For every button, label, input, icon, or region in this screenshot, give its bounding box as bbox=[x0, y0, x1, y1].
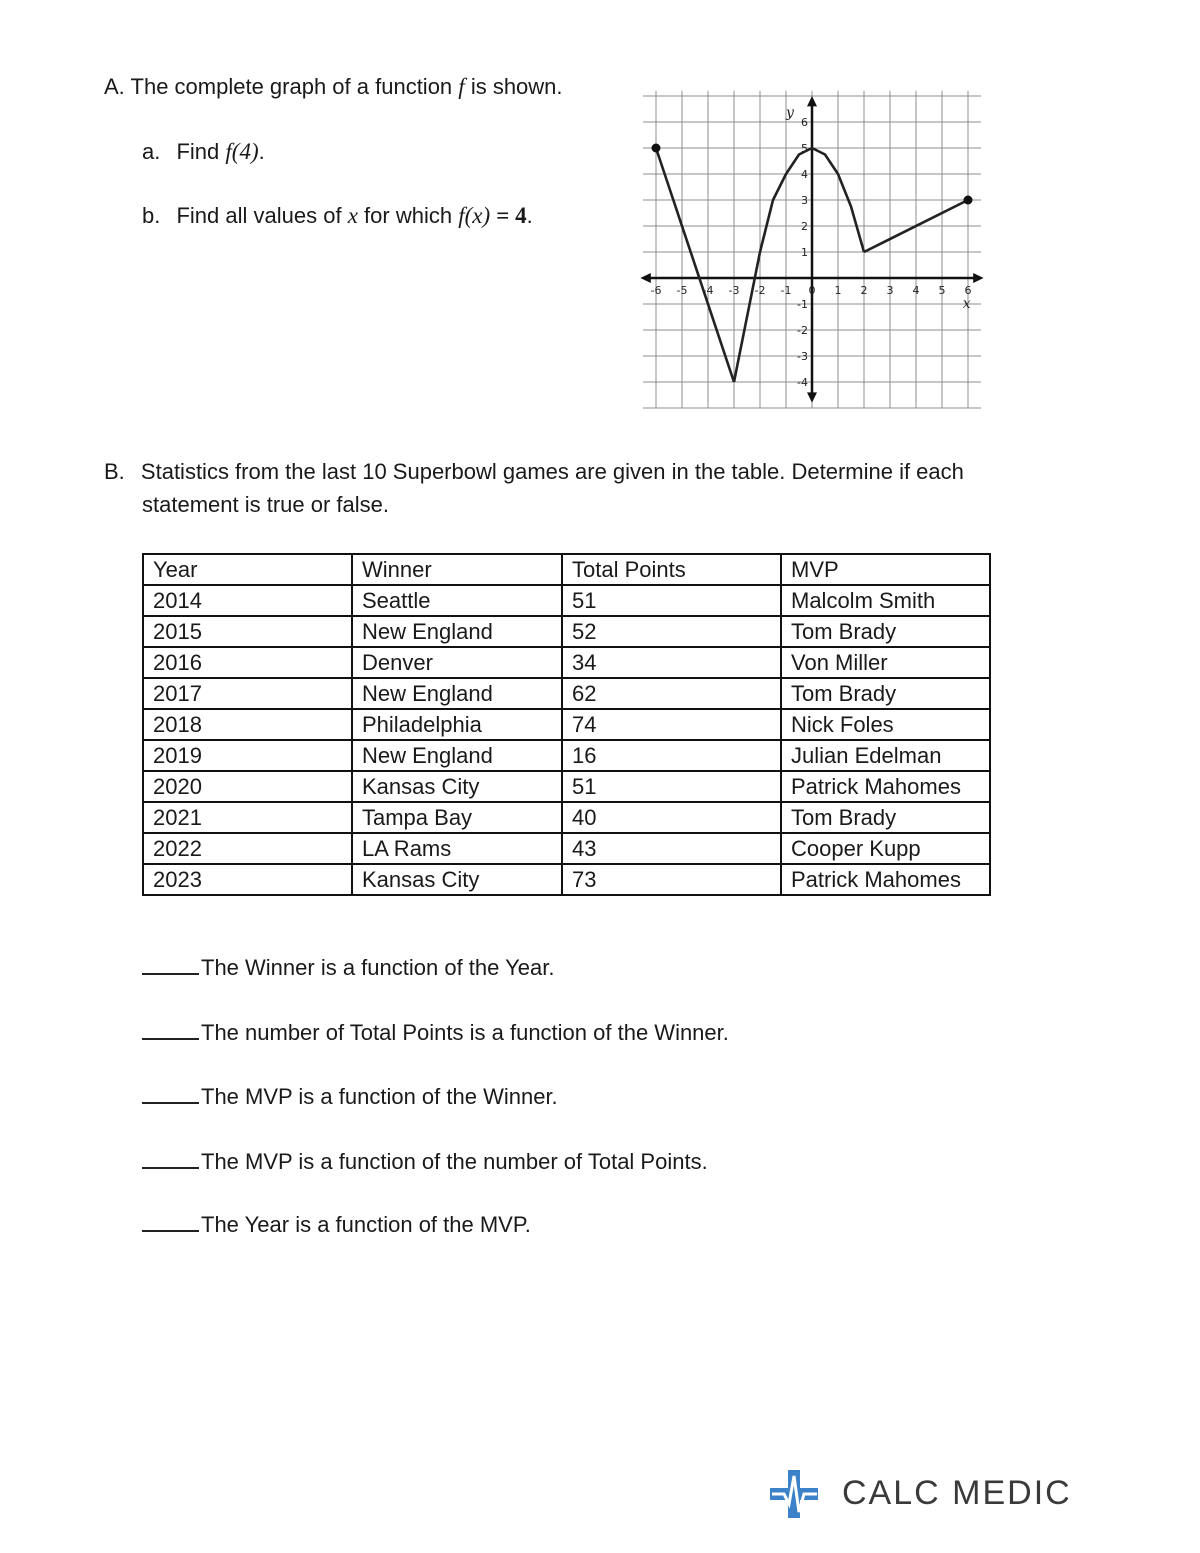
cell-mvp: Cooper Kupp bbox=[781, 833, 990, 864]
answer-blank-1[interactable] bbox=[142, 953, 199, 975]
question-a-text: Find bbox=[176, 139, 220, 164]
brand-name: CALC MEDIC bbox=[842, 1474, 1072, 1512]
cell-winner: LA Rams bbox=[352, 833, 562, 864]
cell-mvp: Von Miller bbox=[781, 647, 990, 678]
cell-total-points: 43 bbox=[562, 833, 781, 864]
table-row bbox=[143, 585, 990, 616]
y-tick-label: 6 bbox=[801, 116, 808, 129]
question-a-label: a. bbox=[142, 139, 161, 164]
part-a-heading bbox=[104, 74, 563, 100]
table-row bbox=[143, 678, 990, 709]
calc-medic-logo-icon bbox=[770, 1470, 820, 1522]
statement-5 bbox=[142, 1210, 531, 1238]
cell-total-points: 51 bbox=[562, 771, 781, 802]
x-tick-label: -1 bbox=[780, 284, 792, 297]
x-tick-label: -6 bbox=[650, 284, 662, 297]
y-axis-arrow-up bbox=[807, 96, 817, 106]
cell-winner: Seattle bbox=[352, 585, 562, 616]
question-a-math: f(4) bbox=[225, 139, 259, 164]
cell-mvp: Patrick Mahomes bbox=[781, 771, 990, 802]
header-mvp: MVP bbox=[781, 554, 990, 585]
part-b-intro-1: Statistics from the last 10 Superbowl games are given in the table. Determine if each bbox=[140, 459, 964, 484]
cell-year: 2016 bbox=[143, 647, 352, 678]
y-axis-arrow-down bbox=[807, 392, 817, 402]
question-a bbox=[142, 139, 265, 165]
function-graph bbox=[638, 76, 988, 421]
table-row bbox=[143, 647, 990, 678]
table-row bbox=[143, 802, 990, 833]
header-total-points: Total Points bbox=[562, 554, 781, 585]
cell-winner: Tampa Bay bbox=[352, 802, 562, 833]
cell-year: 2019 bbox=[143, 740, 352, 771]
cell-total-points: 52 bbox=[562, 616, 781, 647]
question-b-label: b. bbox=[142, 203, 161, 228]
statement-3-text: The MVP is a function of the Winner. bbox=[201, 1084, 558, 1109]
part-b-line-1 bbox=[104, 459, 964, 485]
cell-year: 2021 bbox=[143, 802, 352, 833]
cell-year: 2015 bbox=[143, 616, 352, 647]
statement-1 bbox=[142, 953, 554, 981]
x-tick-label: 2 bbox=[860, 284, 868, 297]
cell-total-points: 74 bbox=[562, 709, 781, 740]
function-name: f bbox=[458, 74, 465, 99]
x-tick-label: 5 bbox=[938, 284, 946, 297]
cell-year: 2022 bbox=[143, 833, 352, 864]
cell-mvp: Tom Brady bbox=[781, 802, 990, 833]
cell-winner: Denver bbox=[352, 647, 562, 678]
answer-blank-5[interactable] bbox=[142, 1210, 199, 1232]
x-tick-label: -3 bbox=[728, 284, 740, 297]
y-tick-label: -3 bbox=[797, 350, 808, 363]
question-b-var: x bbox=[347, 203, 358, 228]
cell-year: 2014 bbox=[143, 585, 352, 616]
question-b-text-2: for which bbox=[364, 203, 453, 228]
cell-winner: New England bbox=[352, 616, 562, 647]
cell-year: 2018 bbox=[143, 709, 352, 740]
cell-total-points: 73 bbox=[562, 864, 781, 895]
question-b-period: . bbox=[526, 203, 533, 228]
endpoint-dot bbox=[652, 144, 661, 153]
x-tick-label: 0 bbox=[808, 284, 816, 297]
cell-winner: New England bbox=[352, 740, 562, 771]
cell-total-points: 62 bbox=[562, 678, 781, 709]
series-segment-2 bbox=[734, 252, 760, 382]
cell-winner: Philadelphia bbox=[352, 709, 562, 740]
header-year: Year bbox=[143, 554, 352, 585]
question-b bbox=[142, 203, 533, 229]
question-b-text-1: Find all values of bbox=[176, 203, 342, 228]
y-tick-label: 4 bbox=[801, 168, 808, 181]
superbowl-table bbox=[142, 553, 991, 896]
x-tick-label: 4 bbox=[912, 284, 920, 297]
table-row bbox=[143, 864, 990, 895]
y-axis-label: y bbox=[786, 104, 794, 121]
cell-mvp: Patrick Mahomes bbox=[781, 864, 990, 895]
cell-mvp: Tom Brady bbox=[781, 616, 990, 647]
cell-winner: Kansas City bbox=[352, 864, 562, 895]
header-winner: Winner bbox=[352, 554, 562, 585]
y-tick-label: 3 bbox=[801, 194, 808, 207]
y-tick-label: -2 bbox=[797, 324, 808, 337]
y-tick-label: 2 bbox=[801, 220, 808, 233]
x-axis-arrow-right bbox=[973, 273, 983, 283]
cell-year: 2020 bbox=[143, 771, 352, 802]
cell-mvp: Julian Edelman bbox=[781, 740, 990, 771]
x-tick-label: -2 bbox=[754, 284, 766, 297]
y-tick-label: -1 bbox=[797, 298, 808, 311]
x-tick-label: 6 bbox=[964, 284, 972, 297]
y-tick-label: 1 bbox=[801, 246, 808, 259]
statement-4 bbox=[142, 1147, 708, 1175]
cell-total-points: 16 bbox=[562, 740, 781, 771]
cell-winner: Kansas City bbox=[352, 771, 562, 802]
cell-total-points: 40 bbox=[562, 802, 781, 833]
x-tick-label: -5 bbox=[676, 284, 688, 297]
y-tick-label: 5 bbox=[801, 142, 808, 155]
table-row bbox=[143, 740, 990, 771]
statement-2 bbox=[142, 1018, 729, 1046]
cell-mvp: Tom Brady bbox=[781, 678, 990, 709]
question-b-math-eq: = 4 bbox=[496, 203, 527, 228]
table-row bbox=[143, 833, 990, 864]
cell-mvp: Nick Foles bbox=[781, 709, 990, 740]
part-b-label: B. bbox=[104, 459, 125, 484]
cell-winner: New England bbox=[352, 678, 562, 709]
x-axis-label: x bbox=[962, 296, 971, 312]
answer-blank-3[interactable] bbox=[142, 1082, 199, 1104]
question-b-math-lhs: f(x) bbox=[458, 203, 491, 228]
part-a-label: A. bbox=[104, 74, 125, 99]
x-tick-label: 1 bbox=[834, 284, 842, 297]
answer-blank-2[interactable] bbox=[142, 1018, 199, 1040]
cell-mvp: Malcolm Smith bbox=[781, 585, 990, 616]
table-row bbox=[143, 616, 990, 647]
x-tick-label: 3 bbox=[886, 284, 894, 297]
cell-total-points: 34 bbox=[562, 647, 781, 678]
statement-3 bbox=[142, 1082, 558, 1110]
statement-1-text: The Winner is a function of the Year. bbox=[201, 955, 555, 980]
statement-4-text: The MVP is a function of the number of Total Points. bbox=[201, 1149, 708, 1174]
x-tick-label: -4 bbox=[702, 284, 714, 297]
endpoint-dot bbox=[964, 196, 973, 205]
cell-year: 2017 bbox=[143, 678, 352, 709]
statement-2-text: The number of Total Points is a function of the Winner. bbox=[201, 1020, 729, 1045]
part-a-text-1: The complete graph of a function bbox=[130, 74, 453, 99]
cell-total-points: 51 bbox=[562, 585, 781, 616]
x-axis-arrow-left bbox=[640, 273, 650, 283]
answer-blank-4[interactable] bbox=[142, 1147, 199, 1169]
y-tick-label: -4 bbox=[797, 376, 808, 389]
question-a-period: . bbox=[258, 139, 265, 164]
table-header-row bbox=[143, 554, 990, 585]
part-a-text-2: is shown. bbox=[470, 74, 563, 99]
table-row bbox=[143, 709, 990, 740]
statement-5-text: The Year is a function of the MVP. bbox=[201, 1212, 531, 1237]
cell-year: 2023 bbox=[143, 864, 352, 895]
part-b-intro-2: statement is true or false. bbox=[142, 492, 389, 517]
table-row bbox=[143, 771, 990, 802]
series-segment-1 bbox=[656, 148, 734, 382]
